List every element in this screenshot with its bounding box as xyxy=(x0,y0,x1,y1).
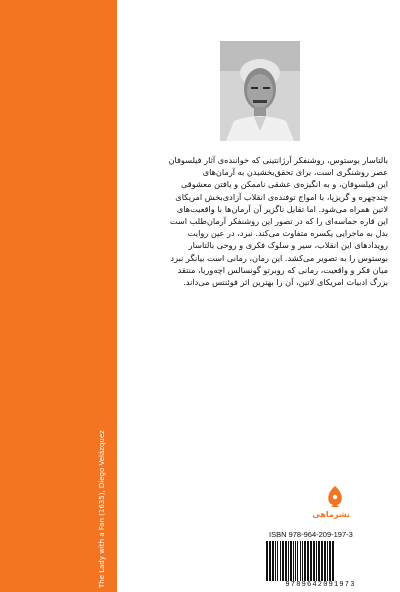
blurb-line: این فیلسوفان، و به انگیزه‌ی عشقی ناممکن و یافتن معشوقی xyxy=(180,179,388,190)
barcode-bar xyxy=(302,541,303,581)
barcode-bar xyxy=(269,541,271,581)
barcode-bar xyxy=(324,541,326,581)
barcode-bar xyxy=(310,541,312,581)
barcode-bar xyxy=(285,541,287,581)
isbn-label: ISBN 978-964-209-197-3 xyxy=(269,530,353,539)
barcode-bar xyxy=(300,541,301,581)
barcode-bar xyxy=(304,541,306,581)
blurb-line: بزرگ ادبیات امریکای لاتین، آن را بهترین اثر فوئنتس می‌داند. xyxy=(183,277,388,288)
blurb-line: میان فکر و واقعیت، رمانی که روبرتو گونسالس اچه‌وریا، منتقد xyxy=(177,264,388,275)
barcode-bar xyxy=(280,541,281,581)
barcode-bar xyxy=(327,541,328,581)
barcode-digits: 9789642091973 xyxy=(262,581,379,590)
barcode-bar xyxy=(295,541,296,581)
blurb-line: بالتاسار بوستوس، روشنفکر آرژانتینی که خواننده‌ی آثار فیلسوفان xyxy=(168,155,388,165)
barcode-bar xyxy=(275,541,276,581)
barcode-bar xyxy=(277,541,278,581)
author-portrait-image xyxy=(220,41,300,141)
blurb-line: عصر روشنگری است، برای تحقق‌بخشیدن به آرمان‌های xyxy=(202,167,388,178)
blurb-line: این قاره حماسه‌ای را که در تصور این روشنفکر آرمان‌طلب است xyxy=(169,216,388,227)
barcode-bar xyxy=(321,541,323,581)
blurb-line: لاتین همراه می‌شود. اما تقابل ناگزیر آن آرمان‌ها با واقعیت‌های xyxy=(176,203,388,214)
barcode-bar xyxy=(318,541,320,581)
publisher-name: نشرماهی xyxy=(312,510,350,519)
publisher-logo xyxy=(312,485,350,519)
barcode-bar xyxy=(332,541,334,581)
barcode-bar xyxy=(266,541,268,581)
barcode-bar xyxy=(288,541,289,581)
painting-credit: The Lady with a Fan (1635), Diego Velázquez xyxy=(98,430,106,588)
fish-icon xyxy=(325,485,345,509)
blurb-line: چندچهره و گریزپا، با امواج توفنده‌ی انقلاب آزادی‌بخش امریکای xyxy=(175,191,388,202)
barcode-bar xyxy=(307,541,309,581)
barcode-bar xyxy=(290,541,292,581)
blurb-line: بدل به ماجرایی یکسره متفاوت می‌کند. نبرد، در عین روایت xyxy=(187,228,388,239)
barcode-bar xyxy=(297,541,298,581)
barcode-bars xyxy=(262,541,379,581)
isbn-barcode xyxy=(262,541,379,590)
barcode-bar xyxy=(282,541,284,581)
spine-strip xyxy=(0,0,117,592)
book-blurb xyxy=(124,154,388,288)
barcode-bar xyxy=(293,541,294,581)
barcode-bar xyxy=(316,541,317,581)
barcode-bar xyxy=(329,541,331,581)
blurb-line: رویدادهای این انقلاب، سیر و سلوک فکری و روحی بالتاسار xyxy=(188,240,388,251)
blurb-line: بوستوس را به تصویر می‌کشد. این رمان، رمانی است بیانگر نبرد xyxy=(170,252,388,263)
author-photo xyxy=(220,41,300,141)
barcode-bar xyxy=(272,541,274,581)
barcode-bar xyxy=(313,541,315,581)
